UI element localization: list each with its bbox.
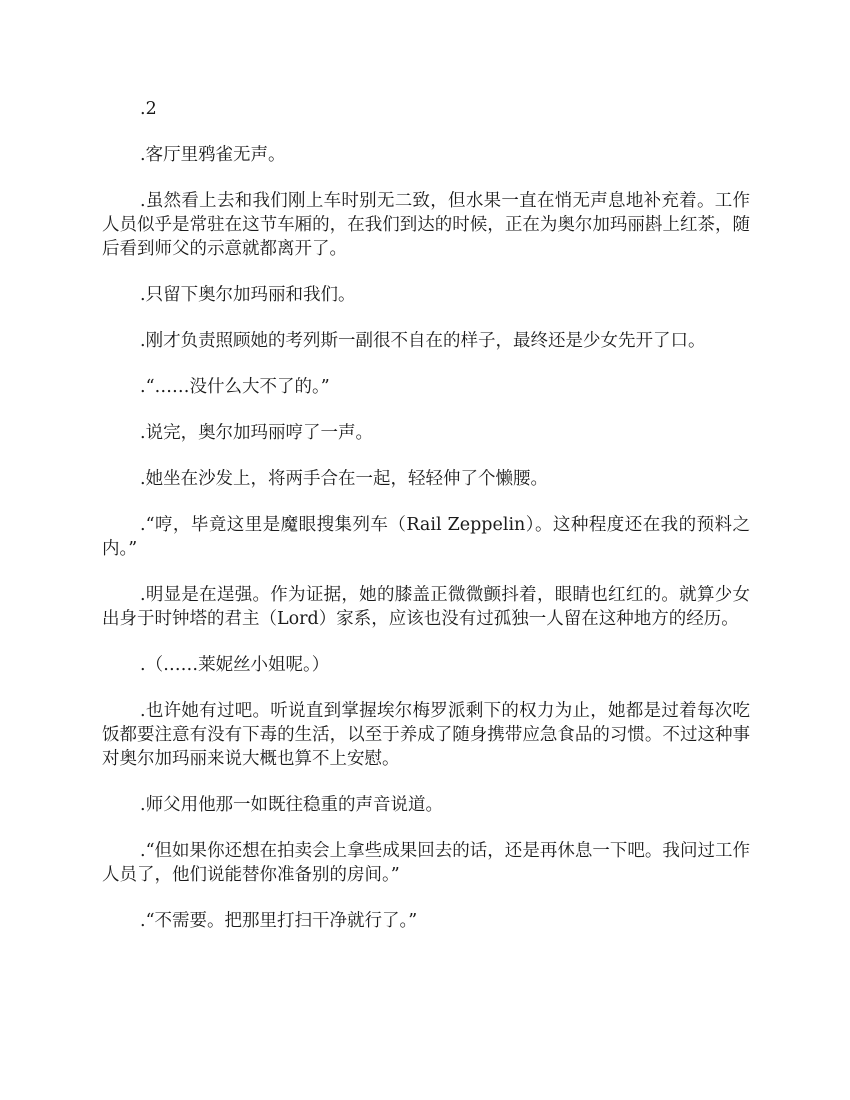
paragraph: .“……没什么大不了的。”: [140, 377, 330, 397]
paragraph: .“哼，毕竟这里是魔眼搜集列车（Rail Zeppelin）。这种程度还在我的预料之内。”: [102, 515, 750, 559]
paragraph: .客厅里鸦雀无声。: [140, 145, 286, 165]
paragraph: .说完，奥尔加玛丽哼了一声。: [140, 423, 374, 443]
paragraph: .只留下奥尔加玛丽和我们。: [140, 285, 356, 305]
paragraph: .2: [140, 99, 157, 119]
paragraph: .刚才负责照顾她的考列斯一副很不自在的样子，最终还是少女先开了口。: [140, 331, 706, 351]
paragraph: .她坐在沙发上，将两手合在一起，轻轻伸了个懒腰。: [140, 469, 549, 489]
paragraph: .“不需要。把那里打扫干净就行了。”: [140, 911, 418, 931]
paragraph: .“但如果你还想在拍卖会上拿些成果回去的话，还是再休息一下吧。我问过工作人员了，他们说能替你准备别的房间。”: [102, 841, 750, 885]
paragraph: .师父用他那一如既往稳重的声音说道。: [140, 795, 444, 815]
paragraph: .明显是在逞强。作为证据，她的膝盖正微微颤抖着，眼睛也红红的。就算少女出身于时钟塔的君主（Lord）家系，应该也没有过孤独一人留在这种地方的经历。: [102, 585, 750, 629]
document-body: [102, 97, 750, 955]
paragraph: .虽然看上去和我们刚上车时别无二致，但水果一直在悄无声息地补充着。工作人员似乎是常驻在这节车厢的，在我们到达的时候，正在为奥尔加玛丽斟上红茶，随后看到师父的示意就都离开了。: [102, 191, 750, 259]
paragraph: .也许她有过吧。听说直到掌握埃尔梅罗派剩下的权力为止，她都是过着每次吃饭都要注意有没有下毒的生活，以至于养成了随身携带应急食品的习惯。不过这种事对奥尔加玛丽来说大概也算不上安慰。: [102, 701, 750, 769]
paragraph: .（……莱妮丝小姐呢。）: [140, 655, 330, 675]
